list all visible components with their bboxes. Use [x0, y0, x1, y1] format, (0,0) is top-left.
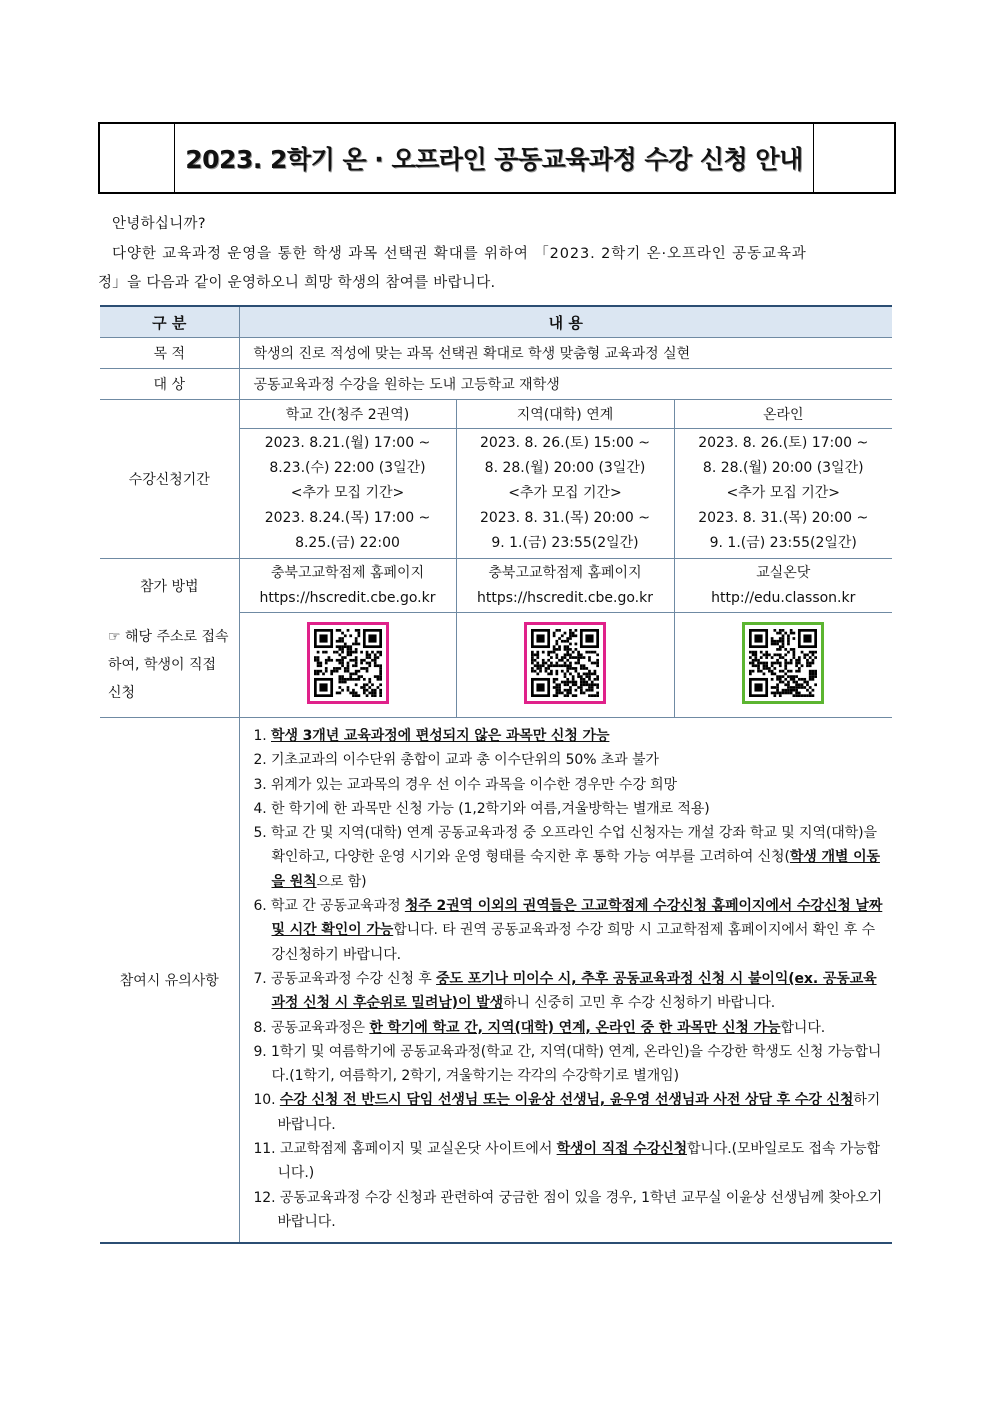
target-value: 공동교육과정 수강을 원하는 도내 고등학교 재학생: [239, 369, 892, 400]
note-emphasis: 수강 신청 전 반드시 담임 선생님 또는 이윤상 선생님, 윤우영 선생님과 사전 상담 후 수강 신청: [279, 1092, 854, 1109]
note-text: 5. 학교 간 및 지역(대학) 연계 공동교육과정 중 오프라인 수업 신청자는 개설 강좌 학교 및 지역(대학)을 확인하고, 다양한 운영 시기와 운영 형태를 숙지한 후 통학 가능 여부를 고려하여 신청(: [253, 825, 877, 866]
note-item: 9. 1학기 및 여름학기에 공동교육과정(학교 간, 지역(대학) 연계, 온라인)을 수강한 학생도 신청 가능합니다.(1학기, 여름학기, 2학기, 겨울학기는 각각의 수강학기로 별개임): [253, 1043, 882, 1085]
purpose-value: 학생의 진로 적성에 맞는 과목 선택권 확대로 학생 맞춤형 교육과정 실현: [239, 338, 892, 369]
type-school: 학교 간(청주 2권역): [239, 400, 456, 429]
note-text: 7. 공동교육과정 수강 신청 후: [253, 970, 437, 987]
note-item: [252, 894, 889, 967]
title-box-right-cell: [813, 124, 894, 192]
site-name: 충북고교학점제 홈페이지: [488, 564, 642, 581]
note-item: 3. 위계가 있는 교과목의 경우 선 이수 과목을 이수한 경우만 수강 희망: [253, 776, 677, 793]
note-text: 합니다.(모바일로도 접속 가능합니다.): [277, 1141, 880, 1182]
page-title: 2023. 2학기 온 · 오프라인 공동교육과정 수강 신청 안내: [185, 145, 803, 174]
note-text: 합니다. 타 권역 공동교육과정 수강 희망 시 고교학점제 홈페이지에서 확인 후 수강신청하기 바랍니다.: [271, 922, 875, 963]
note-item: 2. 기초교과의 이수단위 총합이 교과 총 이수단위의 50% 초과 불가: [253, 752, 659, 769]
method-label: 참가 방법: [100, 559, 239, 613]
note-text: 1.: [253, 728, 272, 744]
period-line: 9. 1.(금) 23:55(2일간): [491, 535, 639, 551]
period-line: 8. 28.(월) 20:00 (3일간): [484, 460, 646, 476]
intro-line-2: 정」을 다음과 같이 운영하오니 희망 학생의 참여를 바랍니다.: [98, 275, 496, 291]
note-emphasis: 중도 포기나 미이수 시, 추후 공동교육과정 신청 시 불이익(ex. 공동교육과정 신청 시 후순위로 밀려남)이 발생: [271, 970, 877, 1012]
qr-code-school[interactable]: [307, 622, 389, 704]
site-name: 교실온닷: [756, 564, 811, 581]
period-line: 2023. 8. 26.(토) 17:00 ~: [698, 435, 869, 451]
period-region: [456, 429, 674, 559]
site-region: [456, 559, 674, 613]
note-item: [252, 967, 889, 1016]
note-item: 4. 한 학기에 한 과목만 신청 가능 (1,2학기와 여름,겨울방학는 별개로 적용): [253, 800, 710, 817]
note-emphasis: 학생 개별 이동을 원칙: [271, 849, 880, 890]
period-school: [239, 429, 456, 559]
notes-label: 참여시 유의사항: [100, 718, 239, 1244]
site-name: 충북고교학점제 홈페이지: [270, 564, 425, 581]
note-text: 11. 고교학점제 홈페이지 및 교실온닷 사이트에서: [253, 1141, 557, 1158]
period-online: [674, 429, 892, 559]
period-line: 8. 28.(월) 20:00 (3일간): [702, 460, 864, 476]
type-online: 온라인: [674, 400, 892, 429]
type-region: 지역(대학) 연계: [456, 400, 674, 429]
qr-cell-online: [674, 613, 892, 718]
note-item: [252, 1016, 889, 1040]
note-text: 으로 함): [316, 873, 367, 890]
title-box-left-cell: [100, 124, 175, 192]
intro-line-1: 다양한 교육과정 운영을 통한 학생 과목 선택권 확대를 위하여 「2023. 2학기 온·오프라인 공동교육과: [112, 246, 807, 262]
qr-cell-region: [456, 613, 674, 718]
method-note: ☞ 해당 주소로 접속하여, 학생이 직접 신청: [100, 613, 239, 718]
note-item: [252, 724, 889, 748]
info-table: [100, 305, 892, 1244]
period-line: 9. 1.(금) 23:55(2일간): [709, 535, 857, 551]
note-emphasis: 학생이 직접 수강신청: [556, 1141, 687, 1158]
note-item: [252, 821, 889, 894]
note-text: 8. 공동교육과정은: [253, 1019, 370, 1036]
site-url-link[interactable]: http://edu.classon.kr: [711, 589, 856, 606]
site-url-link[interactable]: https://hscredit.cbe.go.kr: [259, 589, 436, 606]
period-line: 2023. 8. 31.(목) 20:00 ~: [479, 510, 651, 526]
title-box: [98, 122, 896, 194]
note-text: 10.: [253, 1092, 280, 1109]
note-item: [252, 1137, 889, 1186]
note-emphasis: 청주 2권역 이외의 권역들은 고교학점제 수강신청 홈페이지에서 수강신청 날짜 및 시간 확인이 가능: [271, 898, 883, 939]
notes-list: [239, 718, 892, 1244]
note-item: [252, 1088, 889, 1137]
greeting: 안녕하십니까?: [112, 216, 206, 232]
period-line: <추가 모집 기간>: [726, 485, 841, 501]
note-text: 6. 학교 간 공동교육과정: [253, 898, 405, 915]
header-content: 내 용: [239, 306, 892, 338]
note-text: 하니 신중히 고민 후 수강 신청하기 바랍니다.: [503, 995, 776, 1012]
note-item: 12. 공동교육과정 수강 신청과 관련하여 궁금한 점이 있을 경우, 1학년 교무실 이윤상 선생님께 찾아오기 바랍니다.: [253, 1189, 883, 1230]
note-emphasis: 한 학기에 학교 간, 지역(대학) 연계, 온라인 중 한 과목만 신청 가능: [369, 1019, 781, 1036]
period-line: 2023. 8.24.(목) 17:00 ~: [264, 510, 431, 526]
site-online: [674, 559, 892, 613]
qr-cell-school: [239, 613, 456, 718]
period-line: 2023. 8. 26.(토) 15:00 ~: [479, 435, 651, 451]
period-line: 2023. 8. 31.(목) 20:00 ~: [698, 510, 869, 526]
site-url-link[interactable]: https://hscredit.cbe.go.kr: [477, 589, 653, 606]
note-text: 하기 바랍니다.: [277, 1092, 881, 1133]
period-line: 2023. 8.21.(월) 17:00 ~: [264, 435, 431, 451]
header-category: 구 분: [100, 306, 239, 338]
purpose-label: 목 적: [100, 338, 239, 369]
period-line: <추가 모집 기간>: [290, 485, 405, 501]
period-line: <추가 모집 기간>: [508, 485, 622, 501]
qr-code-region[interactable]: [524, 622, 606, 704]
qr-code-online[interactable]: [742, 622, 824, 704]
period-line: 8.25.(금) 22:00: [295, 535, 400, 551]
period-label: 수강신청기간: [100, 400, 239, 559]
note-text: 합니다.: [780, 1019, 826, 1036]
period-line: 8.23.(수) 22:00 (3일간): [269, 460, 426, 476]
target-label: 대 상: [100, 369, 239, 400]
site-school: [239, 559, 456, 613]
note-emphasis: 학생 3개년 교육과정에 편성되지 않은 과목만 신청 가능: [271, 728, 610, 744]
